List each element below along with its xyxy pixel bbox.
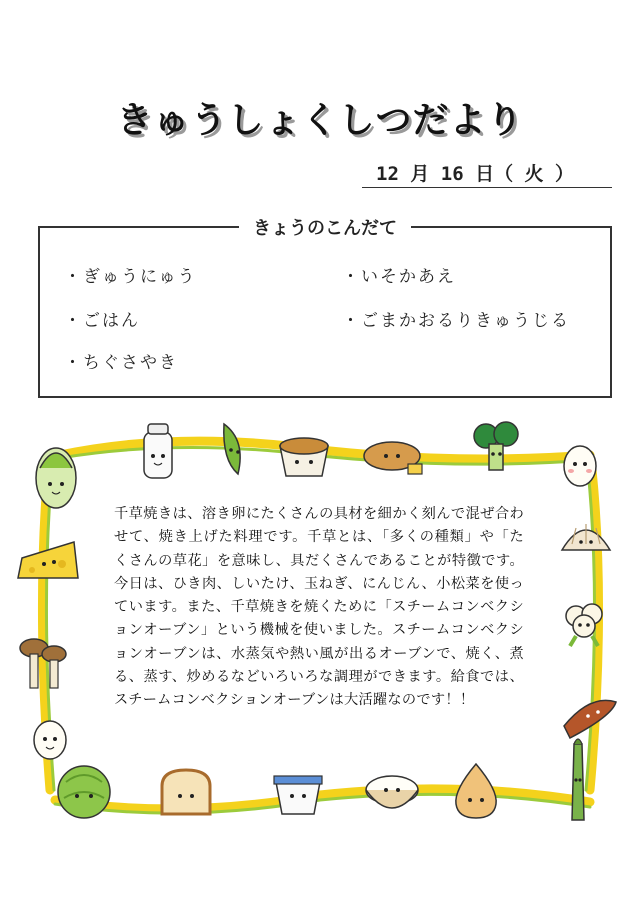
okra-icon [224,424,240,474]
egg-icon [34,721,66,759]
menu-item-chigusa-yaki: ・ちぐさやき [64,353,178,373]
onion-icon [456,764,496,818]
rice-bowl-icon [366,776,418,808]
bread-roll-icon [364,442,422,474]
clam-icon [562,524,610,550]
cabbage-icon [58,766,110,818]
asparagus-icon [572,739,584,820]
menu-item-rice: ・ごはん [64,311,140,331]
menu-item-soup: ・ごまかおるりきゅうじる [342,311,570,331]
toast-icon [162,770,210,814]
article-text: 千草焼きは、溶き卵にたくさんの具材を細かく刻んで混ぜ合わせて、焼き上げた料理です。千草とは、「多くの種類」や「たくさんの草花」を意味し、具だくさんであることが特徴です。今日は、ひき肉、しいたけ、玉ねぎ、にんじん、小松菜を使っています。また、千草焼きを焼くために「スチームコンベクションオーブン」という機械を使いました。スチームコンベクションオーブンは、水蒸気や熱い風が出るオーブンで、焼く、煮る、蒸す、炒めるなどいろいろな調理ができます。給食では、スチームコンベクションオーブンは大活躍なのです！！ [114,506,524,709]
milk-bottle-icon [144,424,172,478]
natto-icon [280,438,328,476]
menu-heading [40,214,610,240]
newsletter-title: きゅうしょくしつだより [116,100,524,141]
menu-box [38,218,612,398]
menu-item-milk: ・ぎゅうにゅう [64,267,197,287]
egg-icon [564,446,596,486]
date-line: 12 月 16 日（ 火 ） [362,160,612,188]
yogurt-icon [274,776,322,814]
napa-cabbage-icon [36,448,76,508]
menu-item-isoka-ae: ・いそかあえ [342,267,456,287]
menu-heading-label: きょうのこんだて [239,218,411,239]
